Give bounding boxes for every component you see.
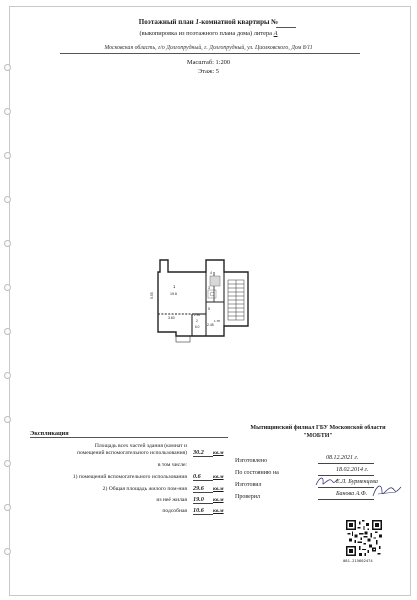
qr-code [346,520,382,556]
room-label-wc: 4 [210,271,212,275]
explication-row-including: в том числе: [157,462,187,468]
explication-unit: кв.м [213,497,224,503]
made-by-name: Е.Л. Бурменцева [336,479,378,485]
explication-row-auxiliary: 1) помещений вспомогательного использования [72,474,187,480]
explication-row-utility: подсобная [162,508,187,514]
signature-made-by [314,474,340,488]
binding-holes [4,0,10,600]
explication-row-residential: из неё жилая [156,497,187,503]
explication-unit: кв.м [213,474,224,480]
prepared-label: Изготовлено [235,458,268,464]
explication-value-auxiliary: 0.6 [193,473,213,481]
room-label-bath: 3 [208,286,210,290]
organization-name: Мытищинский филиал ГБУ Московской области "МОБТИ" [250,425,386,439]
room-label-living: 1 [173,284,176,289]
explication-row-total: Площадь всех частей здания (комнат и помещений вспомогательного использования) [76,443,187,457]
plan-title: Поэтажный план 1-комнатной квартиры № [138,18,279,26]
prepared-date: 08.12.2021 г. [326,455,359,461]
explication-row-total-living: 2) Общая площадь жилого пом-ния [102,486,187,492]
explication-title: Экспликация [30,430,69,437]
dim-bottom: 3.60 [168,316,175,320]
floor-label: Этаж: 5 [198,68,219,75]
plan-subtitle: (выкопировка из поэтажного плана дома) литера А [139,30,278,37]
scale-label: Масштаб: 1:200 [186,59,231,66]
explication-unit: кв.м [213,508,224,514]
room-label-kitchen: 2 [196,319,198,323]
explication-unit: кв.м [213,486,224,492]
explication-value-total: 30.2 [193,449,213,457]
address: Московская область, г/о Долгопрудный, г. Долгопрудный, ул. Циолковского, Дом 8/11 [104,45,313,51]
dim-hall: 2.90 [194,313,201,317]
as-of-date: 18.02.2014 г. [336,467,369,473]
explication-unit: кв.м [213,450,224,456]
dim-small: 1.78 [214,319,220,323]
checked-label: Проверил [235,494,260,500]
area-hall: 2.45 [207,323,214,327]
explication-value-residential: 19.0 [193,496,213,504]
explication-value-total-living: 29.6 [193,485,213,493]
signature-checked [370,480,404,500]
qr-id: 081-215602474 [343,558,373,563]
made-by-label: Изготовил [235,482,262,488]
as-of-label: По состоянию на [235,470,279,476]
dim-left: 5.55 [150,292,154,299]
area-living: 19.6 [170,292,177,296]
room-label-hall: 5 [208,307,210,311]
explication-value-utility: 10.6 [193,507,213,515]
checked-name: Банова А.Ф. [336,491,368,497]
floor-plan [148,252,260,346]
area-kitchen: 6.0 [195,325,200,329]
